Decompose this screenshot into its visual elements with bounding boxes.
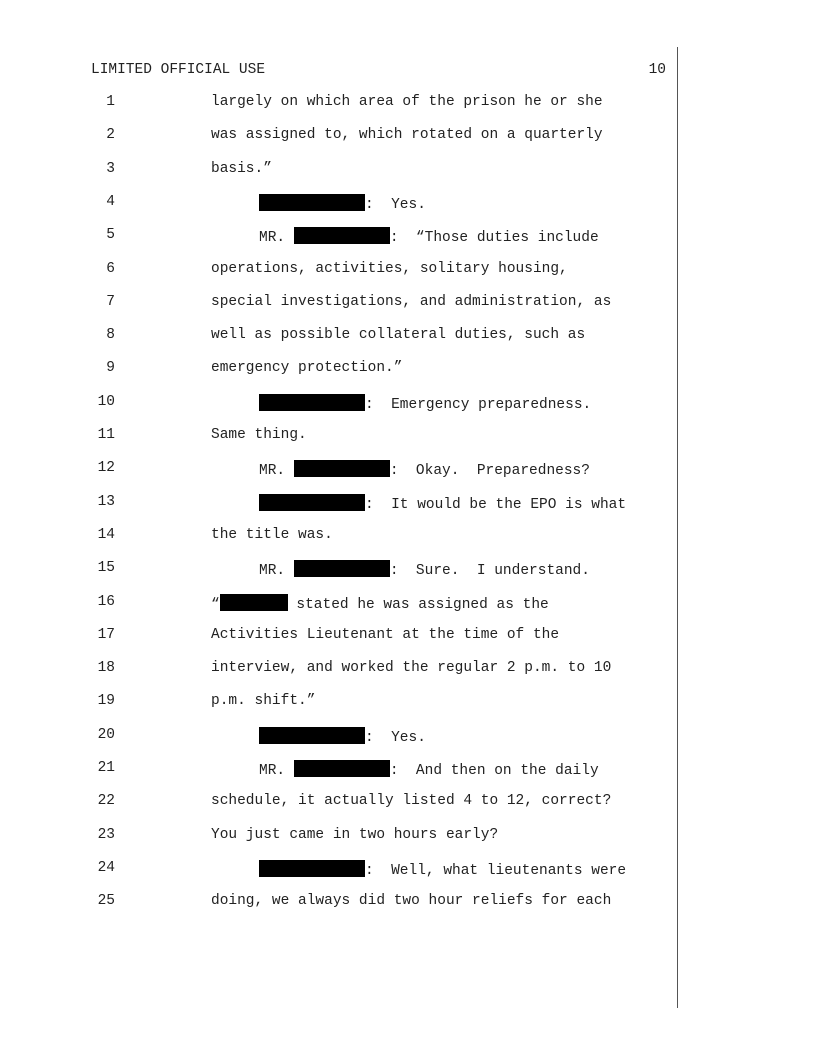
- line-number: 5: [106, 227, 115, 244]
- text-segment: special investigations, and administration, as: [211, 293, 612, 310]
- line-text: [211, 660, 611, 676]
- line-number: 12: [97, 460, 115, 477]
- transcript-line: [0, 127, 816, 147]
- transcript-line: [0, 494, 816, 514]
- redaction-block: [259, 727, 365, 744]
- redaction-block: [294, 227, 390, 244]
- line-text: [259, 460, 590, 479]
- text-segment: : Yes.: [365, 729, 426, 746]
- line-number: 8: [106, 327, 115, 344]
- text-segment: : Okay. Preparedness?: [389, 463, 590, 480]
- transcript-line: [0, 194, 816, 214]
- text-segment: Same thing.: [211, 427, 307, 443]
- transcript-line: [0, 793, 816, 813]
- line-number: 11: [97, 427, 115, 443]
- transcript-line: [0, 294, 816, 314]
- transcript-line: [0, 627, 816, 647]
- text-segment: p.m. shift.”: [211, 693, 316, 710]
- text-segment: : Sure. I understand.: [389, 563, 590, 580]
- transcript-line: [0, 227, 816, 247]
- line-text: [259, 560, 590, 579]
- text-segment: schedule, it actually listed 4 to 12, correct?: [211, 793, 612, 810]
- text-segment: MR.: [259, 230, 294, 247]
- line-text: [259, 194, 426, 213]
- text-segment: MR.: [259, 563, 294, 580]
- line-text: [211, 594, 549, 613]
- text-segment: emergency protection.”: [211, 360, 403, 377]
- line-text: [211, 294, 611, 310]
- text-segment: doing, we always did two hour reliefs for each: [211, 893, 612, 910]
- text-segment: : Emergency preparedness.: [365, 396, 592, 413]
- line-text: [259, 394, 591, 413]
- transcript-line: [0, 394, 816, 414]
- text-segment: largely on which area of the prison he or she: [211, 94, 603, 110]
- transcript-line: [0, 460, 816, 480]
- redaction-block: [259, 394, 365, 411]
- transcript-line: [0, 760, 816, 780]
- text-segment: : “Those duties include: [389, 230, 599, 247]
- line-text: [259, 727, 426, 746]
- line-number: 16: [97, 593, 115, 610]
- text-segment: : Yes.: [365, 196, 426, 213]
- line-number: 19: [97, 693, 115, 710]
- transcript-line: [0, 427, 816, 447]
- text-segment: basis.”: [211, 160, 272, 177]
- redaction-block: [294, 560, 390, 577]
- line-number: 1: [106, 94, 115, 110]
- line-text: [259, 760, 599, 779]
- line-text: [211, 827, 498, 843]
- line-text: [211, 793, 611, 809]
- line-text: [211, 427, 307, 443]
- line-text: [211, 360, 402, 376]
- transcript-line: [0, 827, 816, 847]
- line-text: [211, 527, 333, 543]
- line-text: [211, 327, 585, 343]
- line-text: [259, 494, 626, 513]
- line-number: 14: [97, 526, 115, 543]
- line-number: 22: [97, 793, 115, 810]
- line-text: [211, 161, 272, 177]
- line-text: [211, 94, 603, 110]
- transcript-line: [0, 94, 816, 114]
- text-segment: : Well, what lieutenants were: [365, 862, 627, 879]
- line-number: 20: [97, 726, 115, 743]
- transcript-line: [0, 161, 816, 181]
- line-text: [211, 627, 559, 643]
- transcript-line: [0, 360, 816, 380]
- line-number: 17: [97, 626, 115, 643]
- text-segment: : And then on the daily: [389, 763, 599, 779]
- line-number: 4: [106, 193, 115, 210]
- text-segment: interview, and worked the regular 2 p.m. to 10: [211, 660, 612, 677]
- transcript-line: [0, 693, 816, 713]
- text-segment: MR.: [259, 463, 294, 480]
- text-segment: well as possible collateral duties, such as: [211, 327, 586, 344]
- line-number: 6: [106, 260, 115, 277]
- page-number: 10: [648, 62, 666, 78]
- transcript-line: [0, 594, 816, 614]
- line-text: [259, 860, 626, 879]
- line-number: 7: [106, 293, 115, 310]
- transcript-line: [0, 660, 816, 680]
- text-segment: the title was.: [211, 526, 333, 543]
- transcript-line: [0, 560, 816, 580]
- redaction-block: [259, 194, 365, 211]
- page-header-title: LIMITED OFFICIAL USE: [91, 62, 266, 78]
- line-text: [211, 261, 568, 277]
- line-number: 25: [97, 893, 115, 910]
- line-number: 21: [97, 760, 115, 776]
- transcript-line: [0, 727, 816, 747]
- transcript-line: [0, 261, 816, 281]
- redaction-block: [294, 760, 390, 777]
- redaction-block: [259, 860, 365, 877]
- line-number: 15: [97, 560, 115, 577]
- line-number: 18: [97, 660, 115, 677]
- line-number: 3: [106, 160, 115, 177]
- transcript-line: [0, 860, 816, 880]
- text-segment: operations, activities, solitary housing,: [211, 260, 568, 277]
- line-number: 10: [97, 393, 115, 410]
- text-segment: You just came in two hours early?: [211, 826, 499, 843]
- line-number: 2: [106, 127, 115, 144]
- text-segment: : It would be the EPO is what: [365, 496, 627, 513]
- text-segment: stated he was assigned as the: [287, 596, 549, 613]
- line-number: 13: [97, 493, 115, 510]
- transcript-line: [0, 527, 816, 547]
- text-segment: “: [211, 596, 220, 613]
- redaction-block: [259, 494, 365, 511]
- redaction-block: [220, 594, 288, 611]
- line-number: 24: [97, 859, 115, 876]
- text-segment: MR.: [259, 763, 294, 779]
- line-text: [211, 693, 315, 709]
- transcript-line: [0, 893, 816, 913]
- line-number: 23: [97, 826, 115, 843]
- line-number: 9: [106, 360, 115, 377]
- redaction-block: [294, 460, 390, 477]
- transcript-line: [0, 327, 816, 347]
- line-text: [259, 227, 599, 246]
- line-text: [211, 893, 611, 909]
- text-segment: was assigned to, which rotated on a quarterly: [211, 127, 603, 144]
- line-text: [211, 127, 603, 143]
- text-segment: Activities Lieutenant at the time of the: [211, 626, 560, 643]
